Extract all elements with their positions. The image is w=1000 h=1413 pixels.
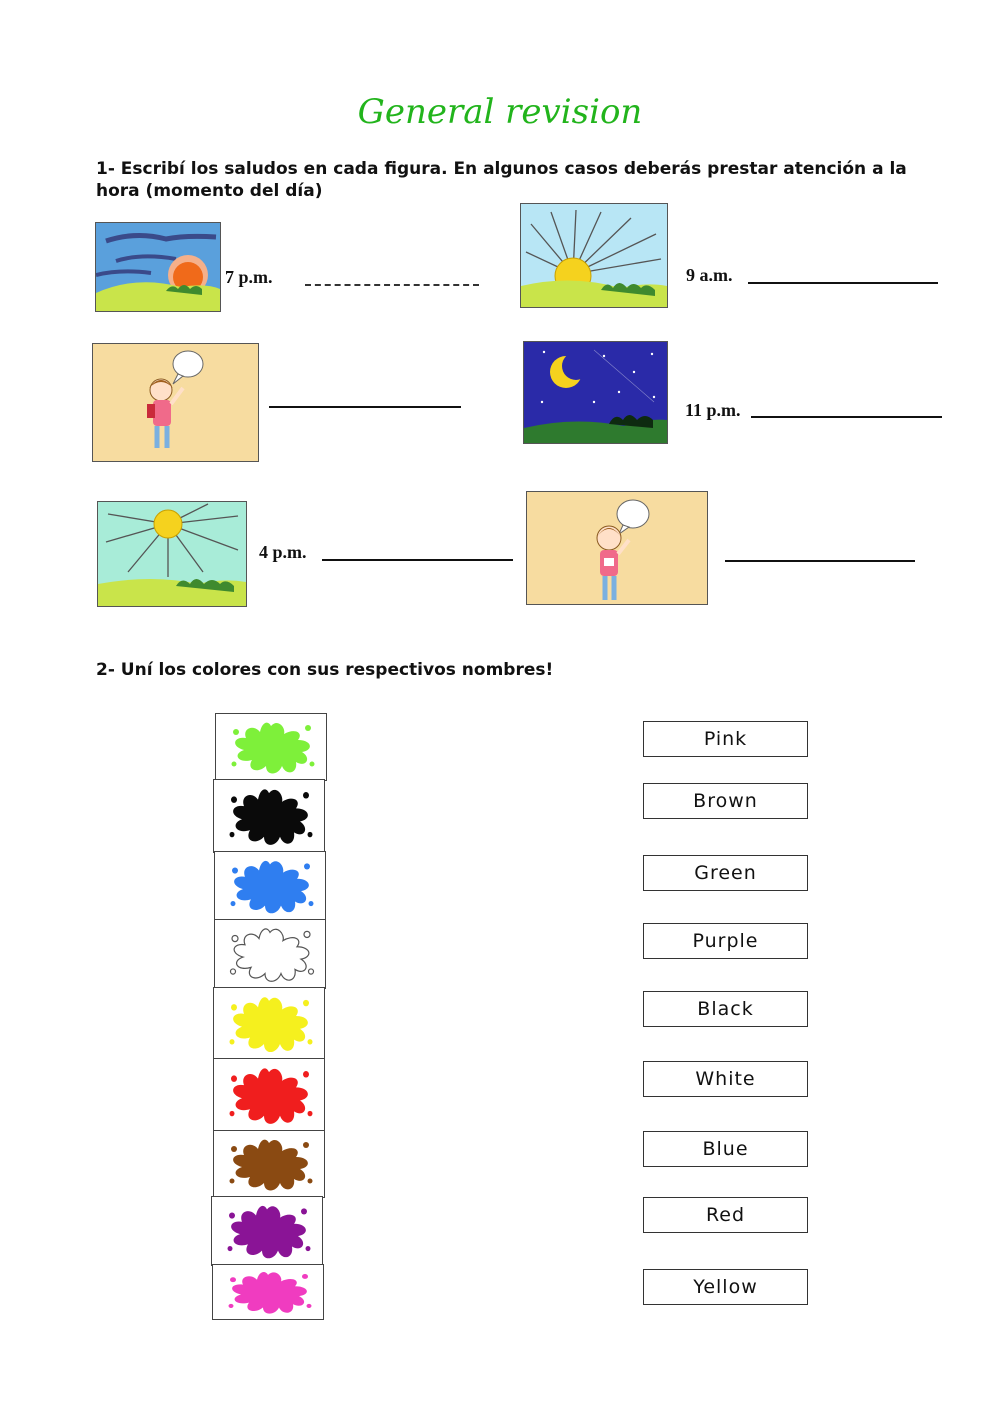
yellow-splat-icon[interactable] [213, 987, 325, 1060]
color-name-box[interactable]: Yellow [643, 1269, 808, 1305]
sunset-picture [95, 222, 221, 312]
red-splat-icon[interactable] [213, 1058, 325, 1132]
color-name-box[interactable]: Green [643, 855, 808, 891]
answer-line-1[interactable] [305, 284, 479, 286]
color-name-box[interactable]: Brown [643, 783, 808, 819]
brown-splat-icon[interactable] [213, 1130, 325, 1198]
girl-greeting-picture [92, 343, 259, 462]
purple-splat-icon[interactable] [211, 1196, 323, 1266]
color-name-box[interactable]: Pink [643, 721, 808, 757]
blue-splat-icon[interactable] [214, 851, 326, 921]
answer-line-3[interactable] [269, 406, 461, 408]
night-moon-picture [523, 341, 668, 444]
answer-line-4[interactable] [751, 416, 942, 418]
time-label-2: 9 a.m. [686, 265, 733, 285]
color-name-box[interactable]: Black [643, 991, 808, 1027]
answer-line-5[interactable] [322, 559, 513, 561]
afternoon-sun-picture [97, 501, 247, 607]
morning-sun-picture [520, 203, 668, 308]
answer-line-2[interactable] [748, 282, 938, 284]
color-name-box[interactable]: White [643, 1061, 808, 1097]
time-label-1: 7 p.m. [225, 267, 273, 287]
page-title: General revision [357, 92, 643, 132]
exercise-1-instruction: 1- Escribí los saludos en cada figura. En algunos casos deberás prestar atención a la hora (momento del día) [96, 159, 907, 201]
black-splat-icon[interactable] [213, 779, 325, 853]
exercise-2-instruction: 2- Uní los colores con sus respectivos nombres! [96, 660, 554, 680]
color-name-box[interactable]: Purple [643, 923, 808, 959]
time-label-5: 4 p.m. [259, 542, 307, 562]
answer-line-6[interactable] [725, 560, 915, 562]
white-splat-icon[interactable] [214, 919, 326, 989]
color-name-box[interactable]: Red [643, 1197, 808, 1233]
pink-splat-icon[interactable] [212, 1264, 324, 1320]
color-name-box[interactable]: Blue [643, 1131, 808, 1167]
girl-waving-picture [526, 491, 708, 605]
time-label-4: 11 p.m. [685, 400, 741, 420]
green-splat-icon[interactable] [215, 713, 327, 781]
